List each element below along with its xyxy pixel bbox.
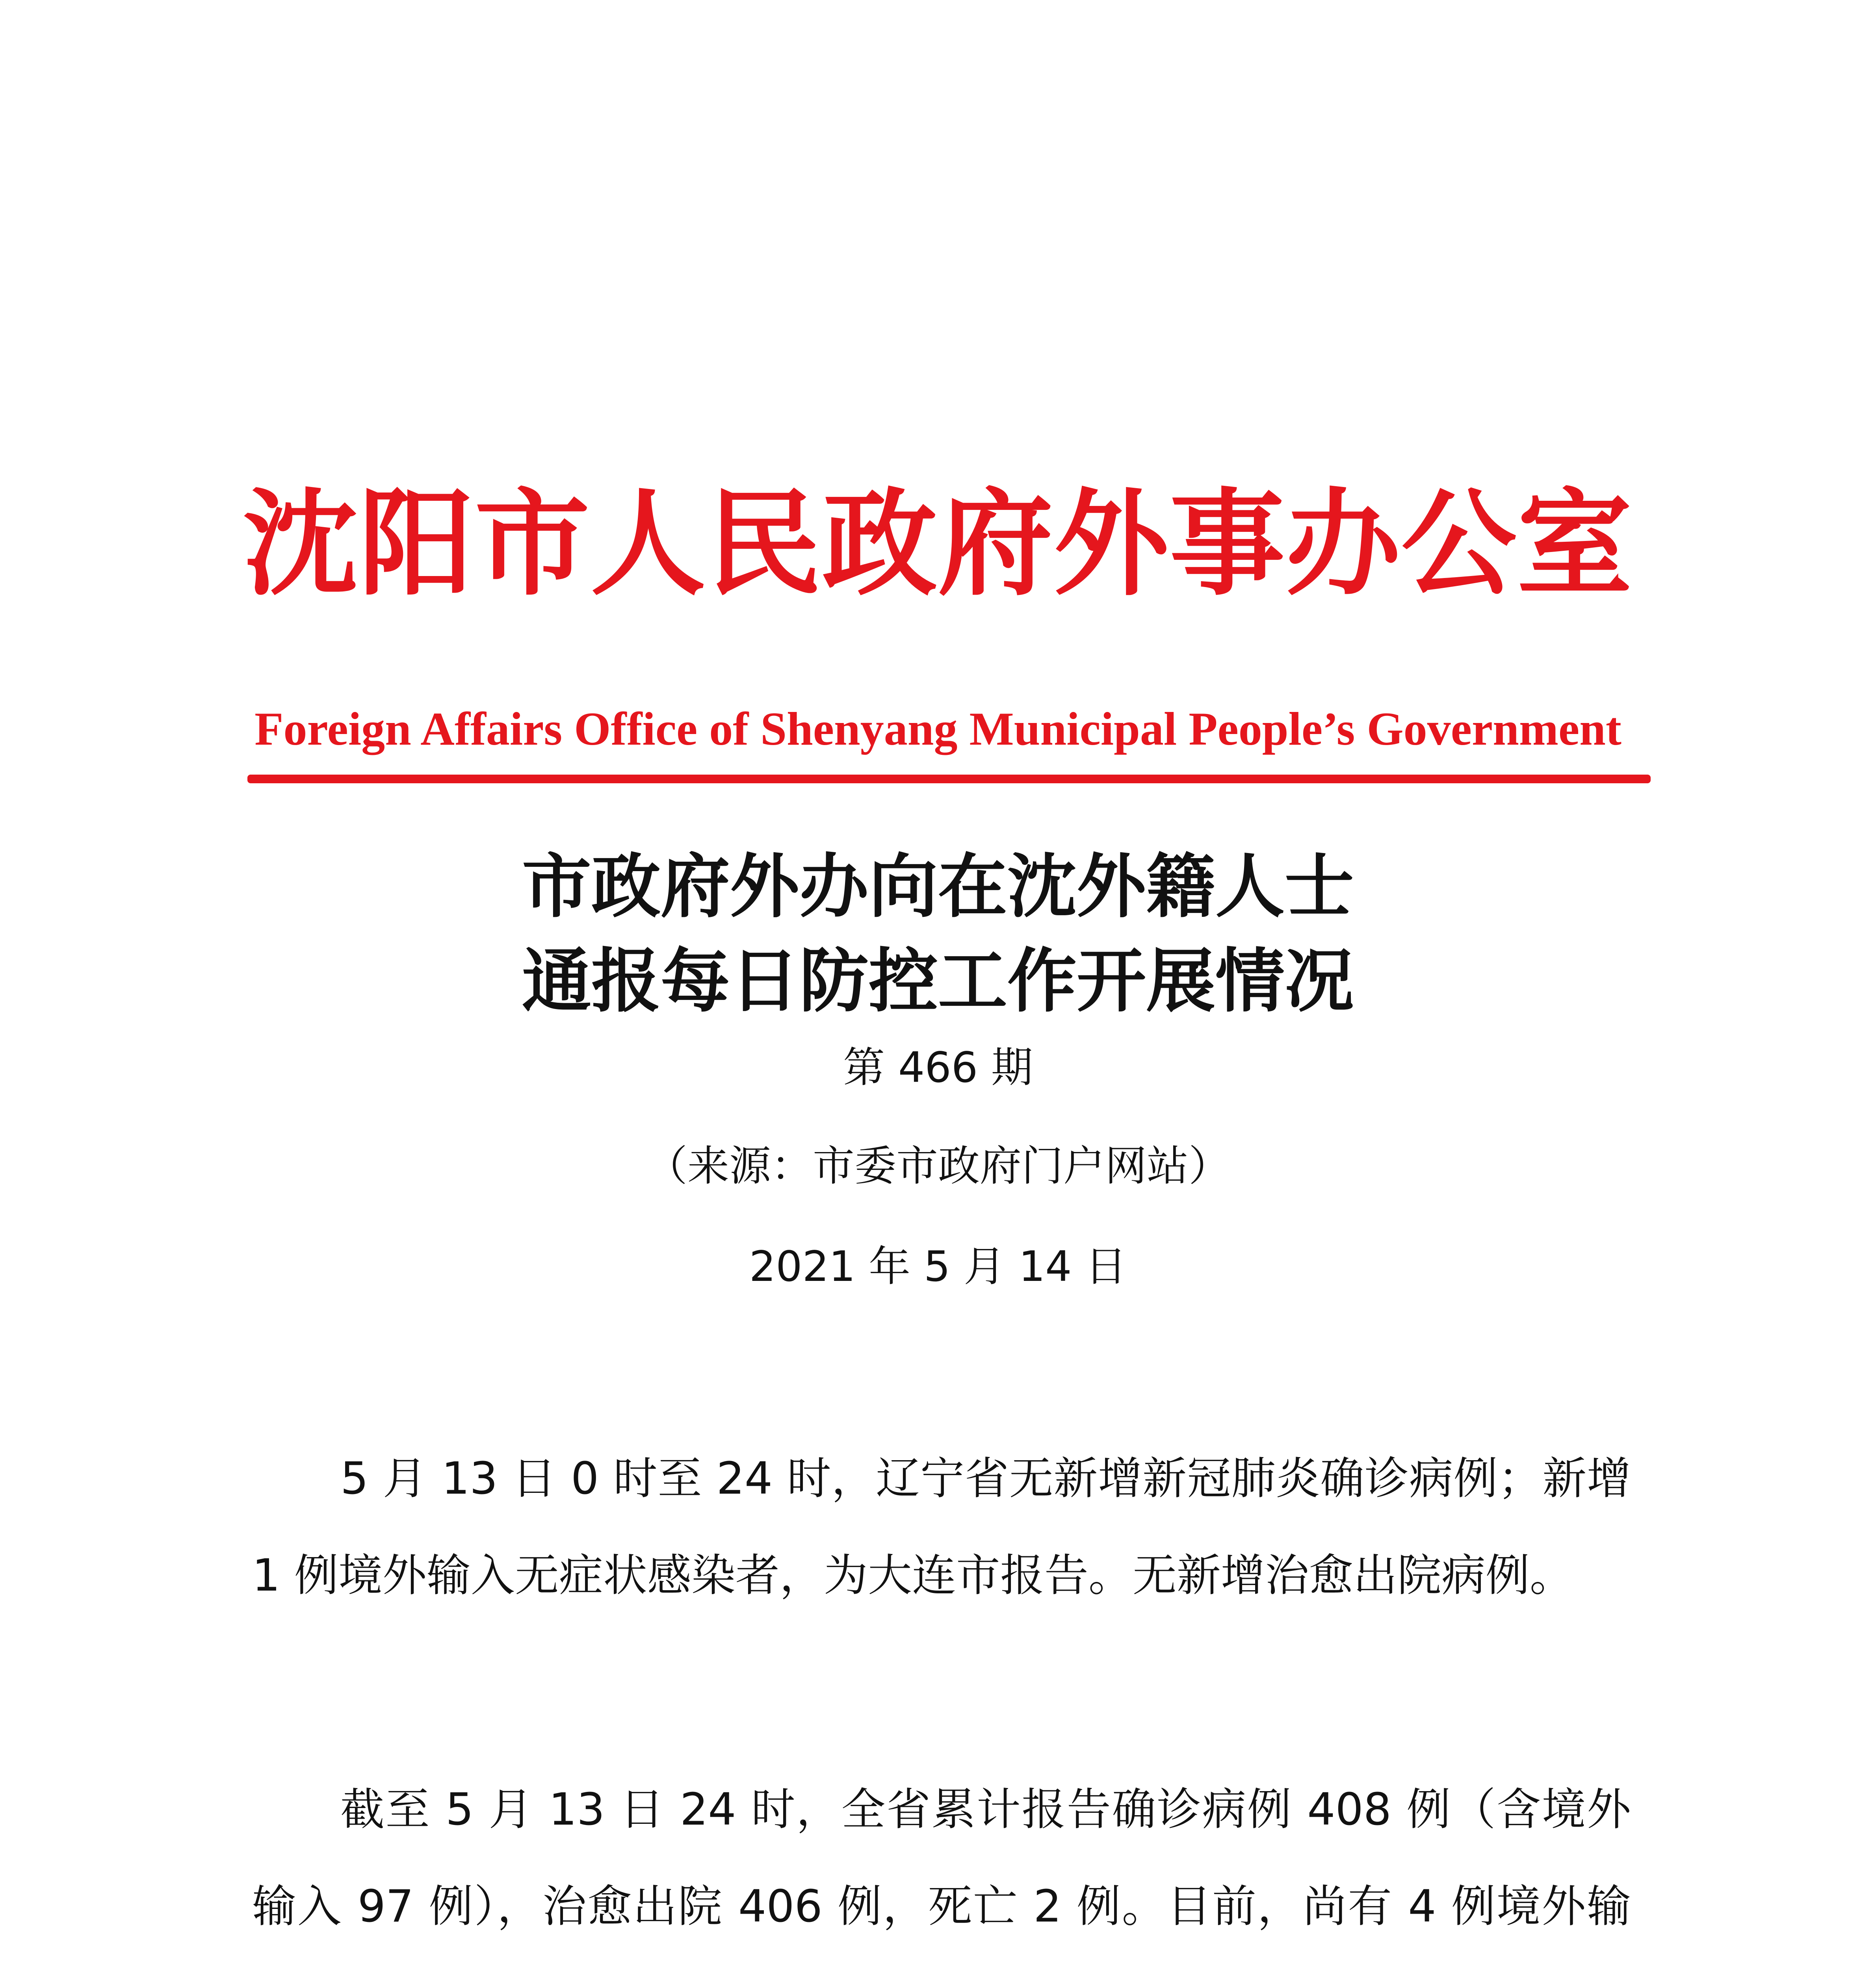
letterhead-red-rule: [247, 775, 1651, 783]
body-paragraph-1: 5 月 13 日 0 时至 24 时，辽宁省无新增新冠肺炎确诊病例；新增 1 例境外输入无症状感染者，为大连市报告。无新增治愈出院病例。: [252, 1453, 1631, 1601]
document-title: [0, 839, 1876, 1028]
letterhead-english-name: Foreign Affairs Office of Shenyang Municipal People’s Government: [254, 703, 1622, 755]
title-line-2: 通报每日防控工作开展情况: [522, 940, 1354, 1022]
title-line-1: 市政府外办向在沈外籍人士: [522, 846, 1354, 927]
issue-number: 第 466 期: [843, 1043, 1033, 1092]
body-paragraph-2: 截至 5 月 13 日 24 时，全省累计报告确诊病例 408 例（含境外输入 97 例），治愈出院 406 例，死亡 2 例。目前，尚有 4 例境外输: [252, 1784, 1631, 1932]
source-note: （来源：市委市政府门户网站）: [646, 1142, 1230, 1190]
letterhead-chinese-name: 沈阳市人民政府外事办公室: [243, 476, 1633, 611]
publish-date: 2021 年 5 月 14 日: [749, 1242, 1127, 1291]
